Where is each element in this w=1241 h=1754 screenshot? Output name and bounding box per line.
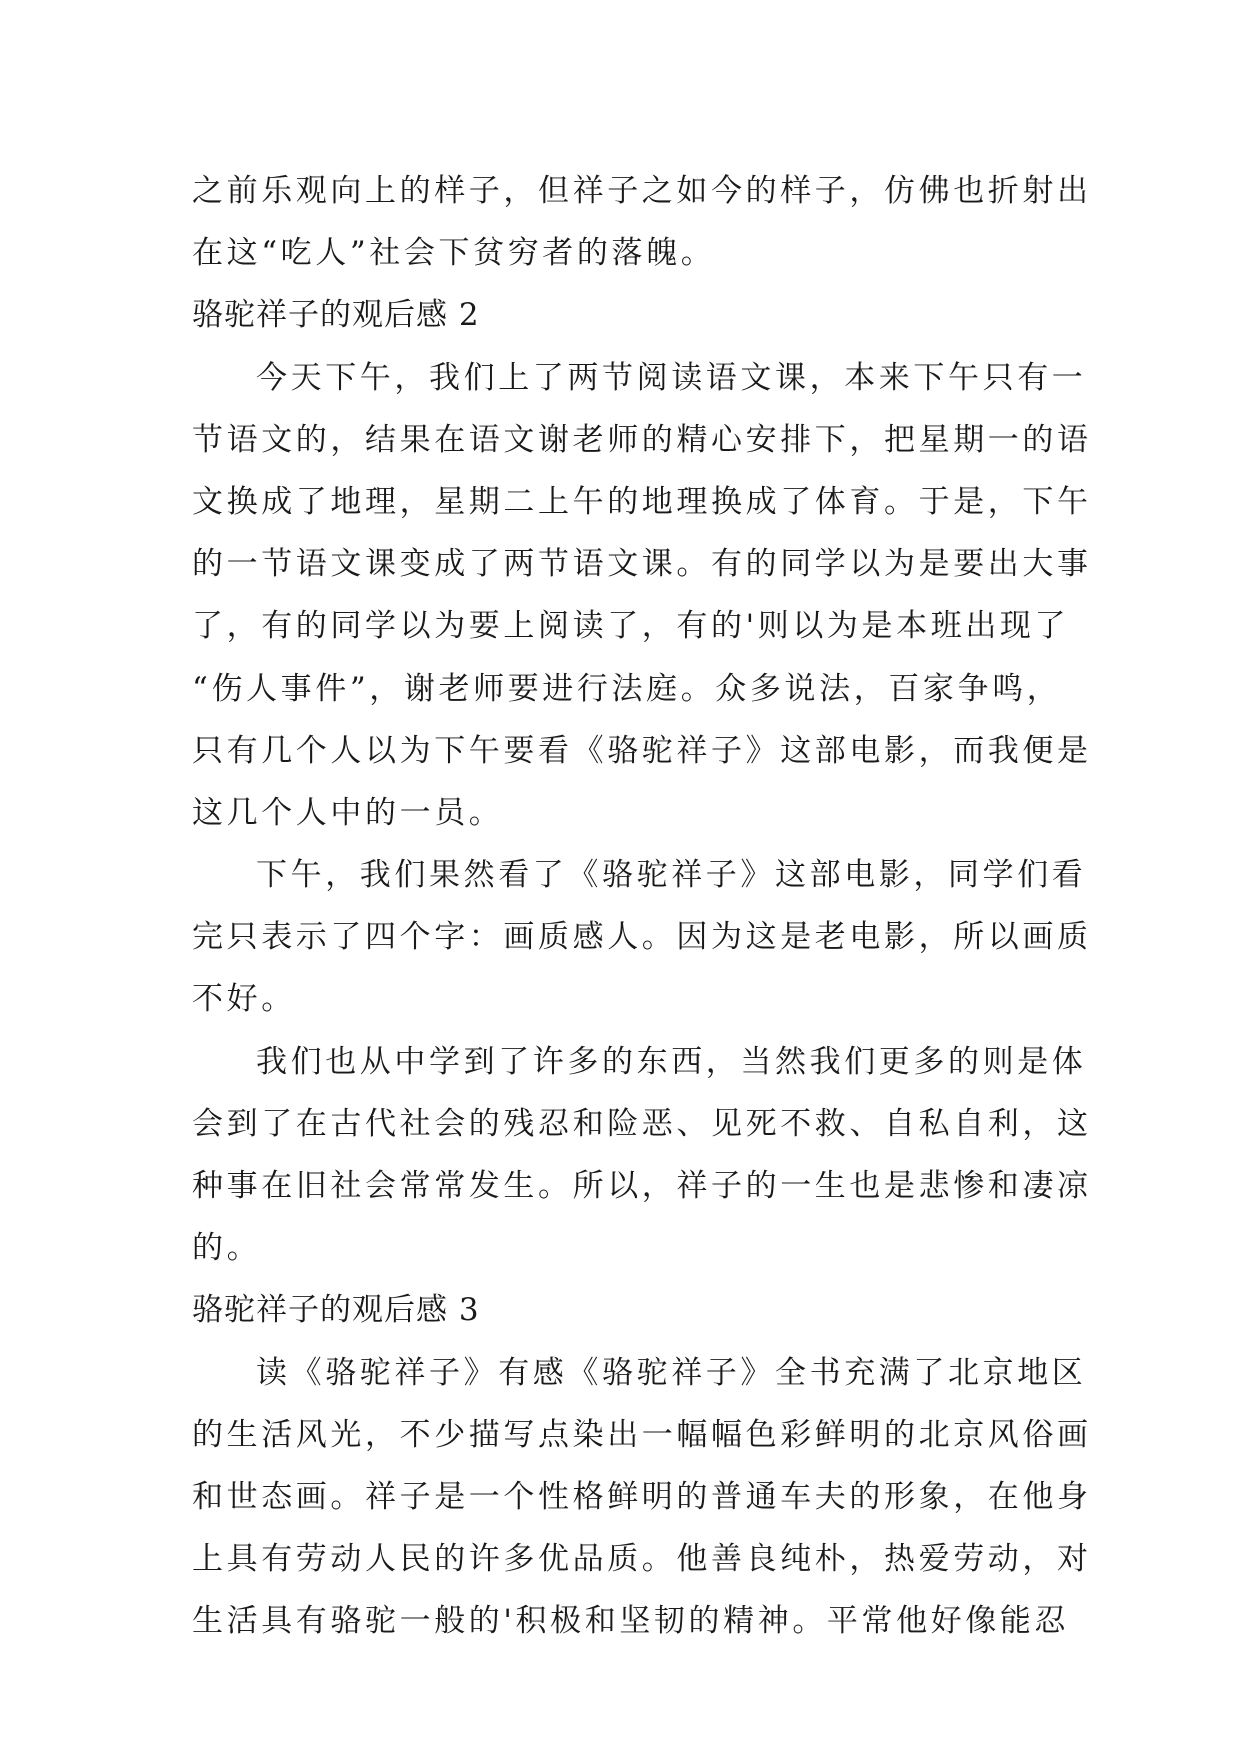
paragraph <box>192 1342 1092 1653</box>
text-line: 生活具有骆驼一般的'积极和坚韧的精神。平常他好像能忍 <box>192 1603 1070 1640</box>
text-line: 了，有的同学以为要上阅读了，有的'则以为是本班出现了 <box>192 608 1070 645</box>
text-line: 文换成了地理，星期二上午的地理换成了体育。于是，下午 <box>192 483 1092 520</box>
text-line: 的。 <box>192 1230 262 1267</box>
text-line: 不好。 <box>192 981 296 1018</box>
text-line: 在这“吃人”社会下贫穷者的落魄。 <box>192 235 716 272</box>
text-line: 节语文的，结果在语文谢老师的精心安排下，把星期一的语 <box>192 421 1092 458</box>
text-line: “伤人事件”，谢老师要进行法庭。众多说法，百家争鸣， <box>192 670 1062 707</box>
text-line: 的一节语文课变成了两节语文课。有的同学以为是要出大事 <box>192 546 1092 583</box>
text-line: 会到了在古代社会的残忍和险恶、见死不救、自私自利，这 <box>192 1105 1092 1142</box>
text-line: 这几个人中的一员。 <box>192 794 504 831</box>
paragraph <box>192 160 1092 284</box>
text-line: 读《骆驼祥子》有感《骆驼祥子》全书充满了北京地区 <box>256 1354 1087 1391</box>
text-line: 今天下午，我们上了两节阅读语文课，本来下午只有一 <box>256 359 1087 396</box>
text-line: 之前乐观向上的样子，但祥子之如今的样子，仿佛也折射出 <box>192 173 1092 209</box>
paragraph <box>192 844 1092 1031</box>
paragraph <box>192 347 1092 845</box>
paragraph <box>192 1031 1092 1280</box>
text-line: 完只表示了四个字：画质感人。因为这是老电影，所以画质 <box>192 919 1092 956</box>
text-line: 种事在旧社会常常发生。所以，祥子的一生也是悲惨和凄凉 <box>192 1168 1092 1204</box>
section-heading: 骆驼祥子的观后感 3 <box>192 1292 480 1329</box>
text-line: 上具有劳动人民的许多优品质。他善良纯朴，热爱劳动，对 <box>192 1541 1092 1578</box>
text-line: 只有几个人以为下午要看《骆驼祥子》这部电影，而我便是 <box>192 732 1092 769</box>
document-body <box>192 160 1092 1653</box>
text-line: 我们也从中学到了许多的东西，当然我们更多的则是体 <box>256 1043 1087 1080</box>
text-line: 的生活风光，不少描写点染出一幅幅色彩鲜明的北京风俗画 <box>192 1416 1092 1453</box>
section-heading: 骆驼祥子的观后感 2 <box>192 297 480 334</box>
text-line: 和世态画。祥子是一个性格鲜明的普通车夫的形象，在他身 <box>192 1478 1092 1515</box>
text-line: 下午，我们果然看了《骆驼祥子》这部电影，同学们看 <box>256 857 1087 894</box>
